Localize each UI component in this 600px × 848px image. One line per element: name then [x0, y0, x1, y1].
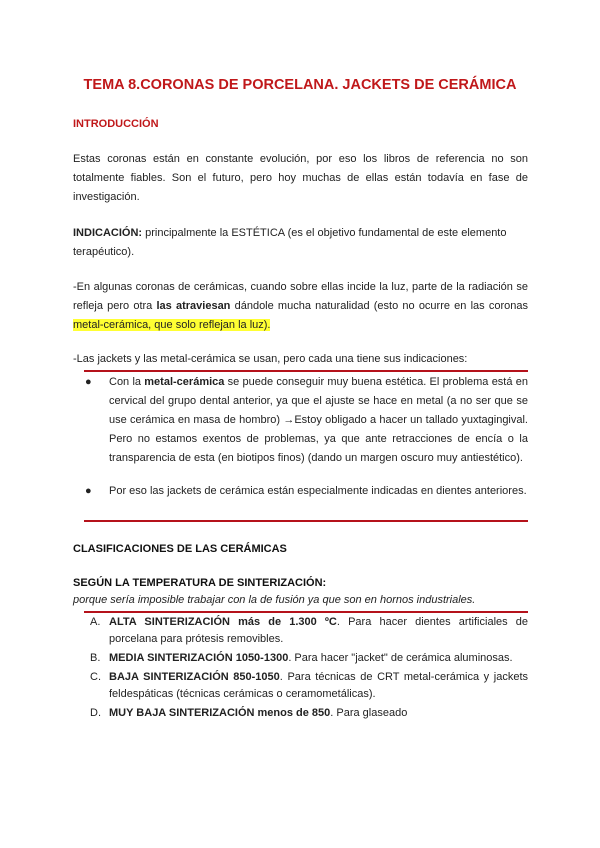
light-text-1: -En algunas coronas de cerámicas, cuando sobre ellas incide la luz, parte de la radiación se refleja pero otra: [73, 281, 528, 312]
bullet-text: Con la metal-cerámica se puede conseguir muy buena estética. El problema está en cervical del grupo dental anterior, ya que el ajuste se hace en metal (a no ser que se use cerámica en masa de hombro) →Estoy obligado a hacer un tallado yuxtagingival. Pero no estamos exentos de problemas, ya que ante retracciones de encía o la transparencia de esta (en biotipos finos) (dando un margen oscuro muy antiestético).: [109, 376, 528, 464]
list-item: A. ALTA SINTERIZACIÓN más de 1.300 ºC. Para hacer dientes artificiales de porcelana para prótesis removibles.: [90, 616, 529, 645]
light-text-2: dándole mucha naturalidad (esto no ocurre en las coronas: [230, 300, 528, 312]
indicacion-text: principalmente la ESTÉTICA (es el objetivo fundamental de este elemento terapéutico).: [73, 227, 507, 258]
page-title: TEMA 8.CORONAS DE PORCELANA. JACKETS DE CERÁMICA: [83, 77, 517, 93]
list-item: D. MUY BAJA SINTERIZACIÓN menos de 850. Para glaseado: [84, 705, 528, 722]
list-letter: C.: [90, 671, 101, 683]
section-rule-top: [84, 370, 528, 372]
list-rule: [84, 611, 528, 613]
light-bold: las atraviesan: [156, 300, 231, 312]
list-item: C. BAJA SINTERIZACIÓN 850-1050. Para técnicas de CRT metal-cerámica y jackets feldespáticas (técnicas cerámicas o ceramometálicas).: [90, 671, 529, 700]
light-paragraph: [73, 278, 528, 335]
section-rule-bottom: [84, 520, 528, 522]
list-letter: A.: [90, 616, 101, 628]
sinterizacion-heading: SEGÚN LA TEMPERATURA DE SINTERIZACIÓN:: [73, 577, 327, 589]
bullet-bold: metal-cerámica: [144, 376, 225, 388]
indicacion-label: INDICACIÓN:: [73, 227, 143, 239]
list-item: B. MEDIA SINTERIZACIÓN 1050-1300. Para hacer "jacket" de cerámica aluminosas.: [84, 650, 528, 667]
list-item: [73, 373, 528, 468]
intro-paragraph: Estas coronas están en constante evolución, por eso los libros de referencia no son totalmente fiables. Son el futuro, pero hoy muchas de ellas están todavía en fase de investigación.: [73, 153, 528, 203]
sinterizacion-note: porque sería imposible trabajar con la de fusión ya que son en hornos industriales.: [73, 594, 476, 606]
bullet-text: Por eso las jackets de cerámica están especialmente indicadas en dientes anteriores.: [109, 485, 527, 497]
clasificaciones-heading: CLASIFICACIONES DE LAS CERÁMICAS: [73, 543, 287, 555]
light-highlight: metal-cerámica, que solo reflejan la luz).: [73, 319, 271, 331]
list-item: [73, 482, 528, 501]
indicacion-paragraph: [73, 224, 528, 262]
list-letter: D.: [90, 707, 101, 719]
bullet-icon: ●: [85, 485, 92, 497]
list-letter: B.: [90, 652, 101, 664]
bullet-icon: ●: [85, 376, 92, 388]
indicaciones-paragraph: -Las jackets y las metal-cerámica se usan, pero cada una tiene sus indicaciones:: [73, 353, 468, 365]
intro-heading: INTRODUCCIÓN: [73, 118, 159, 130]
